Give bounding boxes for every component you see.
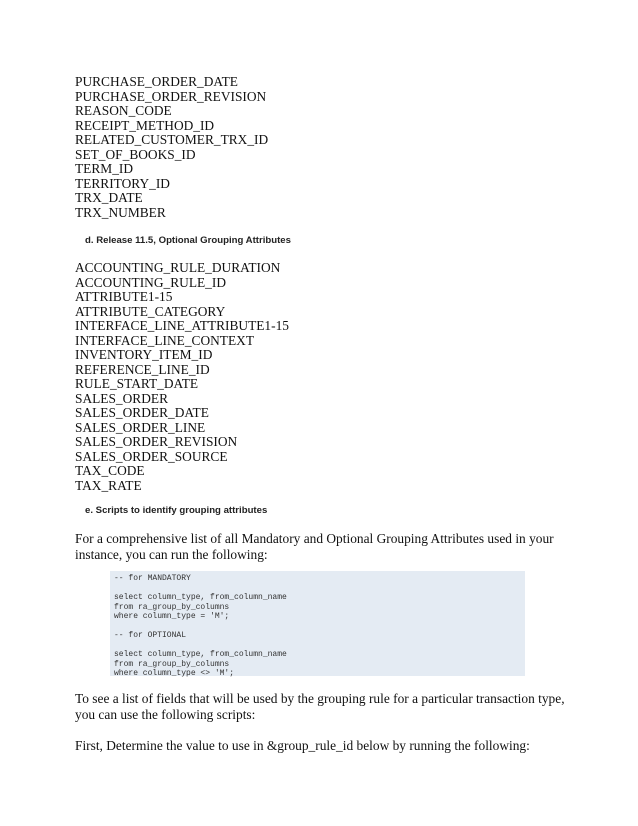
code-text: -- for MANDATORY select column_type, from_column_name from ra_group_by_columns where column_type = 'M'; -- for OPTIONAL select column_type, from_column_name from ra_group_by_columns where column_type <> 'M'; (114, 574, 287, 678)
paragraph-intro: For a comprehensive list of all Mandatory and Optional Grouping Attributes used in your instance, you can run the following: (75, 531, 554, 562)
code-block (110, 571, 525, 676)
list-item: INVENTORY_ITEM_ID (75, 347, 213, 362)
list-item: RULE_START_DATE (75, 376, 199, 391)
list-item: TRX_NUMBER (75, 204, 166, 220)
list-item: ATTRIBUTE1-15 (75, 289, 173, 304)
paragraph-first-step: First, Determine the value to use in &group_rule_id below by running the following: (75, 738, 530, 753)
list-item: REFERENCE_LINE_ID (75, 361, 210, 377)
list-item: PURCHASE_ORDER_DATE (75, 74, 238, 89)
paragraph-fields: To see a list of fields that will be used by the grouping rule for a particular transaction type, you can use the following scripts: (75, 691, 565, 722)
list-item: SET_OF_BOOKS_ID (75, 146, 196, 162)
list-item: TRX_DATE (75, 190, 143, 205)
list-item: INTERFACE_LINE_CONTEXT (75, 332, 255, 348)
list-item: SALES_ORDER_SOURCE (75, 448, 228, 464)
list-item: REASON_CODE (75, 103, 172, 118)
section-heading-d: d. Release 11.5, Optional Grouping Attributes (85, 235, 291, 246)
list-item: SALES_ORDER_REVISION (75, 434, 238, 449)
list-item: PURCHASE_ORDER_REVISION (75, 88, 267, 104)
list-item: ATTRIBUTE_CATEGORY (75, 303, 226, 319)
grouping-attributes-list (75, 75, 268, 220)
section-heading-e: e. Scripts to identify grouping attributes (85, 505, 268, 516)
list-item: TAX_CODE (75, 463, 145, 478)
list-item: TAX_RATE (75, 477, 142, 493)
list-item: RELATED_CUSTOMER_TRX_ID (75, 132, 269, 147)
list-item: RECEIPT_METHOD_ID (75, 117, 215, 133)
list-item: INTERFACE_LINE_ATTRIBUTE1-15 (75, 318, 289, 333)
optional-attributes-list (75, 261, 289, 493)
list-item: SALES_ORDER_DATE (75, 405, 209, 420)
list-item: ACCOUNTING_RULE_ID (75, 274, 227, 290)
list-item: SALES_ORDER (75, 390, 169, 406)
list-item: SALES_ORDER_LINE (75, 419, 206, 435)
list-item: TERM_ID (75, 161, 134, 176)
list-item: ACCOUNTING_RULE_DURATION (75, 260, 281, 275)
list-item: TERRITORY_ID (75, 175, 170, 191)
